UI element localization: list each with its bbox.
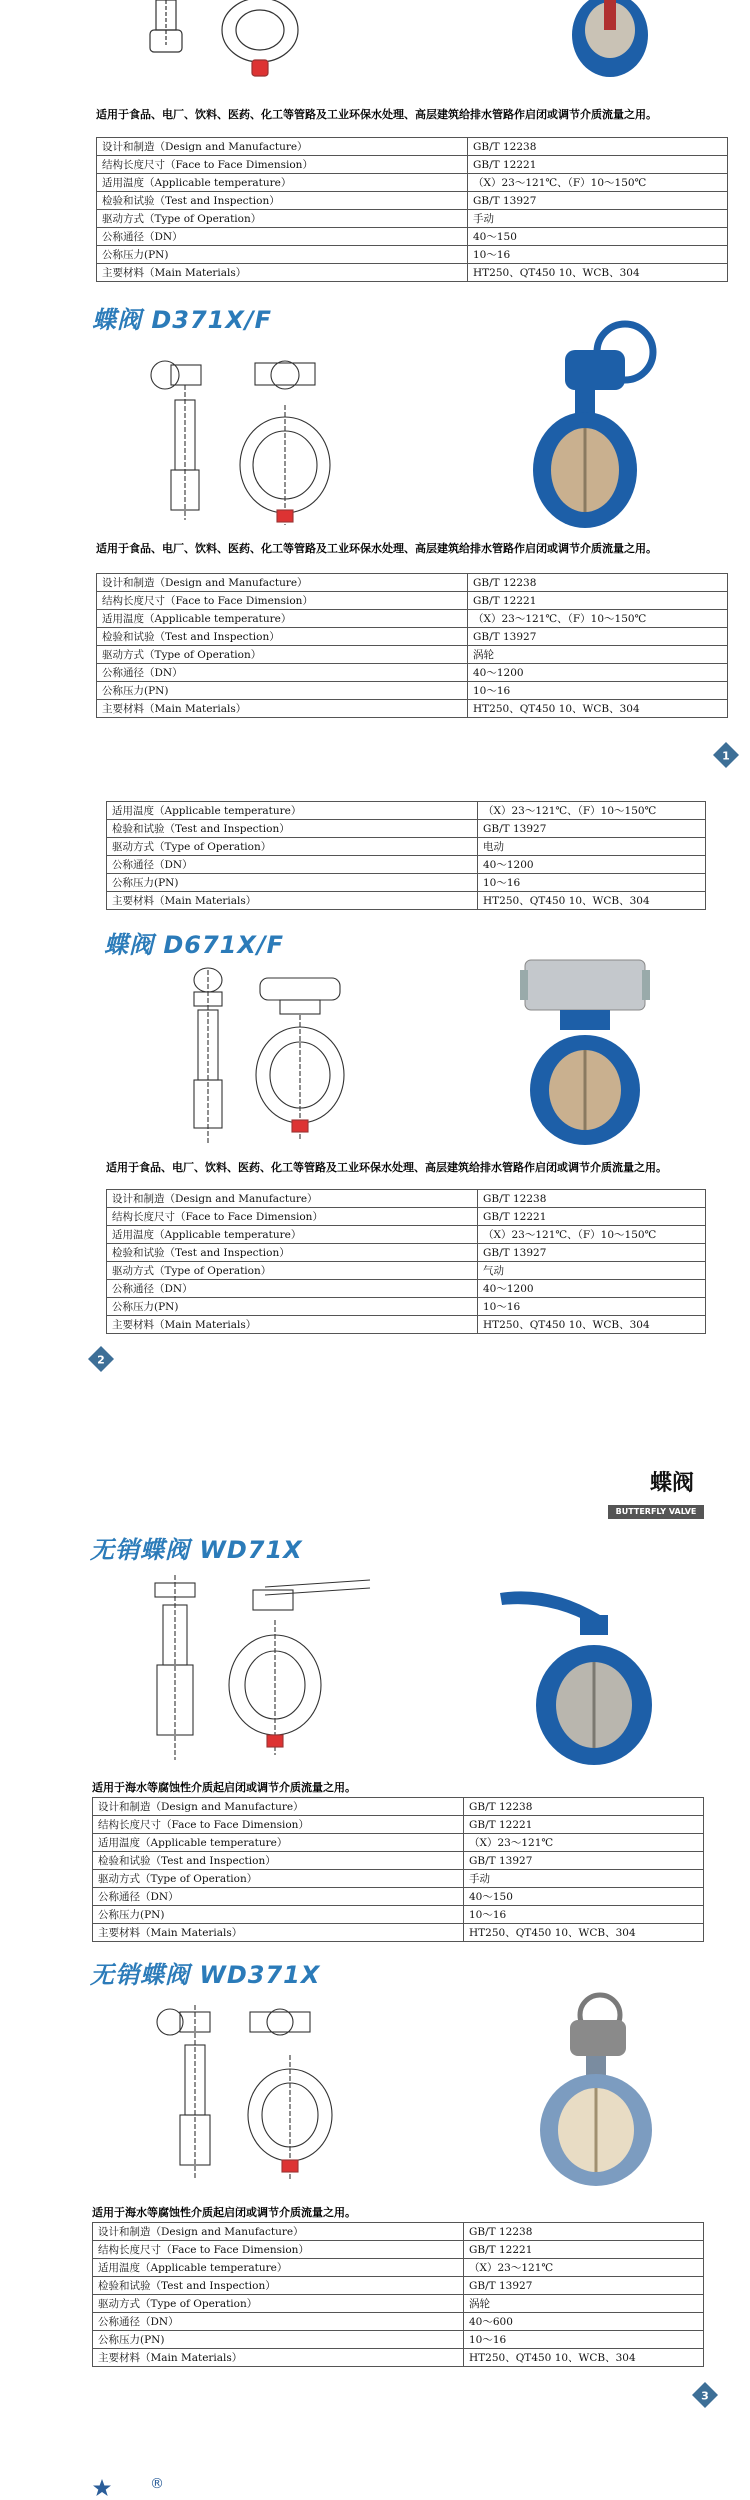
spec-value: GB/T 12238 [478, 1190, 706, 1208]
spec-value: GB/T 13927 [464, 1852, 704, 1870]
registered-mark: ® [150, 2476, 164, 2492]
spec-label: 驱动方式（Type of Operation） [97, 210, 468, 228]
spec-label: 公称压力(PN) [97, 682, 468, 700]
spec-label: 设计和制造（Design and Manufacture） [107, 1190, 478, 1208]
spec-value: 40～150 [468, 228, 728, 246]
spec-label: 适用温度（Applicable temperature） [97, 610, 468, 628]
valve-photo [515, 955, 655, 1150]
page-number-badge [692, 2382, 718, 2408]
spec-value: GB/T 12221 [464, 1816, 704, 1834]
spec-table [92, 1797, 704, 1942]
spec-value: GB/T 13927 [464, 2277, 704, 2295]
spec-row [107, 856, 706, 874]
spec-label: 驱动方式（Type of Operation） [93, 2295, 464, 2313]
spec-value: GB/T 13927 [468, 192, 728, 210]
page-number: 1 [722, 749, 730, 763]
section-header-en: BUTTERFLY VALVE [608, 1505, 704, 1519]
spec-row [93, 1924, 704, 1942]
spec-label: 检验和试验（Test and Inspection） [97, 192, 468, 210]
valve-technical-drawing [145, 345, 345, 530]
valve-photo [490, 1575, 670, 1770]
spec-label: 检验和试验（Test and Inspection） [107, 1244, 478, 1262]
spec-row [107, 802, 706, 820]
spec-row [93, 2259, 704, 2277]
spec-value: （X）23～121℃、（F）10～150℃ [468, 610, 728, 628]
spec-value: 手动 [468, 210, 728, 228]
page-number: 2 [97, 1353, 105, 1367]
usage-note: 适用于食品、电厂、饮料、医药、化工等管路及工业环保水处理、高层建筑给排水管路作启闭或调节介质流量之用。 [96, 542, 657, 555]
spec-label: 公称压力(PN) [97, 246, 468, 264]
spec-row [107, 1262, 706, 1280]
spec-row [107, 892, 706, 910]
valve-photo-top [560, 0, 660, 85]
spec-label: 检验和试验（Test and Inspection） [93, 1852, 464, 1870]
spec-row [107, 1280, 706, 1298]
spec-label: 检验和试验（Test and Inspection） [97, 628, 468, 646]
spec-label: 主要材料（Main Materials） [97, 700, 468, 718]
spec-table [96, 573, 728, 718]
spec-value: 10～16 [468, 682, 728, 700]
spec-value: 涡轮 [468, 646, 728, 664]
spec-label: 设计和制造（Design and Manufacture） [93, 2223, 464, 2241]
spec-value: （X）23～121℃ [464, 2259, 704, 2277]
valve-photo [520, 1990, 670, 2190]
spec-label: 驱动方式（Type of Operation） [107, 1262, 478, 1280]
spec-label: 适用温度（Applicable temperature） [93, 2259, 464, 2277]
spec-row [93, 1888, 704, 1906]
spec-label: 结构长度尺寸（Face to Face Dimension） [107, 1208, 478, 1226]
spec-label: 适用温度（Applicable temperature） [107, 1226, 478, 1244]
spec-row [93, 2295, 704, 2313]
spec-label: 设计和制造（Design and Manufacture） [97, 574, 468, 592]
spec-value: 10～16 [478, 1298, 706, 1316]
spec-row [93, 1906, 704, 1924]
spec-row [97, 628, 728, 646]
spec-label: 适用温度（Applicable temperature） [97, 174, 468, 192]
product-title: 蝶阀 D371X/F [92, 306, 273, 334]
spec-table [92, 2222, 704, 2367]
spec-value: 手动 [464, 1870, 704, 1888]
spec-value: HT250、QT450 10、WCB、304 [464, 2349, 704, 2367]
spec-row [97, 664, 728, 682]
spec-value: GB/T 12238 [464, 2223, 704, 2241]
spec-row [93, 2241, 704, 2259]
spec-table [106, 1189, 706, 1334]
valve-technical-drawing [180, 960, 370, 1150]
spec-value: HT250、QT450 10、WCB、304 [468, 264, 728, 282]
spec-row [93, 1852, 704, 1870]
spec-row [93, 2223, 704, 2241]
spec-row [97, 700, 728, 718]
spec-value: GB/T 12221 [478, 1208, 706, 1226]
spec-value: 10～16 [464, 1906, 704, 1924]
spec-row [107, 1316, 706, 1334]
page-number-badge [88, 1346, 114, 1372]
spec-row [97, 210, 728, 228]
spec-label: 结构长度尺寸（Face to Face Dimension） [93, 2241, 464, 2259]
spec-label: 公称压力(PN) [107, 1298, 478, 1316]
spec-row [97, 156, 728, 174]
spec-value: HT250、QT450 10、WCB、304 [478, 892, 706, 910]
spec-label: 设计和制造（Design and Manufacture） [97, 138, 468, 156]
spec-value: HT250、QT450 10、WCB、304 [468, 700, 728, 718]
spec-label: 主要材料（Main Materials） [93, 1924, 464, 1942]
spec-row [97, 592, 728, 610]
spec-value: GB/T 12221 [468, 592, 728, 610]
spec-row [97, 138, 728, 156]
spec-row [107, 1190, 706, 1208]
spec-row [93, 2331, 704, 2349]
spec-value: GB/T 12221 [468, 156, 728, 174]
spec-label: 主要材料（Main Materials） [107, 1316, 478, 1334]
page-number: 3 [701, 2389, 709, 2403]
spec-value: GB/T 13927 [468, 628, 728, 646]
spec-value: 40～1200 [478, 856, 706, 874]
spec-value: 涡轮 [464, 2295, 704, 2313]
spec-label: 设计和制造（Design and Manufacture） [93, 1798, 464, 1816]
spec-value: 40～1200 [478, 1280, 706, 1298]
spec-row [107, 1244, 706, 1262]
spec-row [97, 574, 728, 592]
spec-row [93, 2349, 704, 2367]
spec-row [93, 2313, 704, 2331]
spec-label: 检验和试验（Test and Inspection） [93, 2277, 464, 2295]
spec-row [107, 1226, 706, 1244]
spec-row [97, 682, 728, 700]
spec-value: （X）23～121℃ [464, 1834, 704, 1852]
spec-row [107, 874, 706, 892]
spec-value: 10～16 [464, 2331, 704, 2349]
spec-label: 结构长度尺寸（Face to Face Dimension） [97, 156, 468, 174]
spec-label: 公称通径（DN） [97, 228, 468, 246]
spec-label: 主要材料（Main Materials） [93, 2349, 464, 2367]
spec-row [97, 246, 728, 264]
spec-value: GB/T 13927 [478, 820, 706, 838]
spec-label: 驱动方式（Type of Operation） [107, 838, 478, 856]
valve-photo [520, 320, 670, 530]
spec-label: 适用温度（Applicable temperature） [107, 802, 478, 820]
spec-value: 气动 [478, 1262, 706, 1280]
spec-value: 电动 [478, 838, 706, 856]
spec-value: GB/T 13927 [478, 1244, 706, 1262]
spec-row [93, 1798, 704, 1816]
spec-value: 40～150 [464, 1888, 704, 1906]
spec-label: 适用温度（Applicable temperature） [93, 1834, 464, 1852]
section-header-cn: 蝶阀 [650, 1471, 695, 1496]
spec-value: （X）23～121℃、（F）10～150℃ [478, 802, 706, 820]
product-title: 无销蝶阀 WD71X [90, 1536, 303, 1564]
spec-row [107, 838, 706, 856]
spec-row [107, 1298, 706, 1316]
usage-note: 适用于食品、电厂、饮料、医药、化工等管路及工业环保水处理、高层建筑给排水管路作启闭或调节介质流量之用。 [106, 1161, 667, 1174]
spec-label: 公称通径（DN） [107, 1280, 478, 1298]
product-title: 无销蝶阀 WD371X [90, 1961, 321, 1989]
spec-label: 检验和试验（Test and Inspection） [107, 820, 478, 838]
spec-row [97, 228, 728, 246]
spec-label: 结构长度尺寸（Face to Face Dimension） [93, 1816, 464, 1834]
spec-value: 40～600 [464, 2313, 704, 2331]
spec-table [106, 801, 706, 910]
spec-row [93, 1834, 704, 1852]
spec-row [107, 1208, 706, 1226]
spec-value: GB/T 12238 [468, 574, 728, 592]
spec-label: 主要材料（Main Materials） [107, 892, 478, 910]
valve-drawing-top [130, 0, 330, 85]
spec-label: 结构长度尺寸（Face to Face Dimension） [97, 592, 468, 610]
spec-label: 公称通径（DN） [93, 2313, 464, 2331]
spec-value: 40～1200 [468, 664, 728, 682]
usage-note: 适用于海水等腐蚀性介质起启闭或调节介质流量之用。 [92, 1781, 356, 1794]
spec-value: （X）23～121℃、（F）10～150℃ [478, 1226, 706, 1244]
spec-label: 公称通径（DN） [97, 664, 468, 682]
spec-label: 公称通径（DN） [93, 1888, 464, 1906]
spec-label: 主要材料（Main Materials） [97, 264, 468, 282]
spec-label: 公称压力(PN) [107, 874, 478, 892]
spec-row [93, 2277, 704, 2295]
spec-value: （X）23～121℃、（F）10～150℃ [468, 174, 728, 192]
spec-row [97, 646, 728, 664]
spec-label: 公称压力(PN) [93, 1906, 464, 1924]
spec-row [97, 192, 728, 210]
valve-technical-drawing [145, 1575, 375, 1765]
spec-value: 10～16 [468, 246, 728, 264]
spec-value: HT250、QT450 10、WCB、304 [478, 1316, 706, 1334]
spec-row [107, 820, 706, 838]
spec-label: 公称通径（DN） [107, 856, 478, 874]
usage-note: 适用于食品、电厂、饮料、医药、化工等管路及工业环保水处理、高层建筑给排水管路作启闭或调节介质流量之用。 [96, 108, 657, 121]
spec-row [93, 1870, 704, 1888]
spec-label: 公称压力(PN) [93, 2331, 464, 2349]
spec-value: GB/T 12221 [464, 2241, 704, 2259]
spec-label: 驱动方式（Type of Operation） [93, 1870, 464, 1888]
spec-row [93, 1816, 704, 1834]
spec-value: GB/T 12238 [464, 1798, 704, 1816]
page-number-badge [713, 742, 739, 768]
usage-note: 适用于海水等腐蚀性介质起启闭或调节介质流量之用。 [92, 2206, 356, 2219]
spec-row [97, 174, 728, 192]
spec-value: HT250、QT450 10、WCB、304 [464, 1924, 704, 1942]
spec-table [96, 137, 728, 282]
spec-value: GB/T 12238 [468, 138, 728, 156]
logo-star-icon [92, 2478, 112, 2498]
spec-value: 10～16 [478, 874, 706, 892]
spec-label: 驱动方式（Type of Operation） [97, 646, 468, 664]
spec-row [97, 264, 728, 282]
product-title: 蝶阀 D671X/F [104, 931, 285, 959]
valve-technical-drawing [150, 2000, 350, 2185]
spec-row [97, 610, 728, 628]
